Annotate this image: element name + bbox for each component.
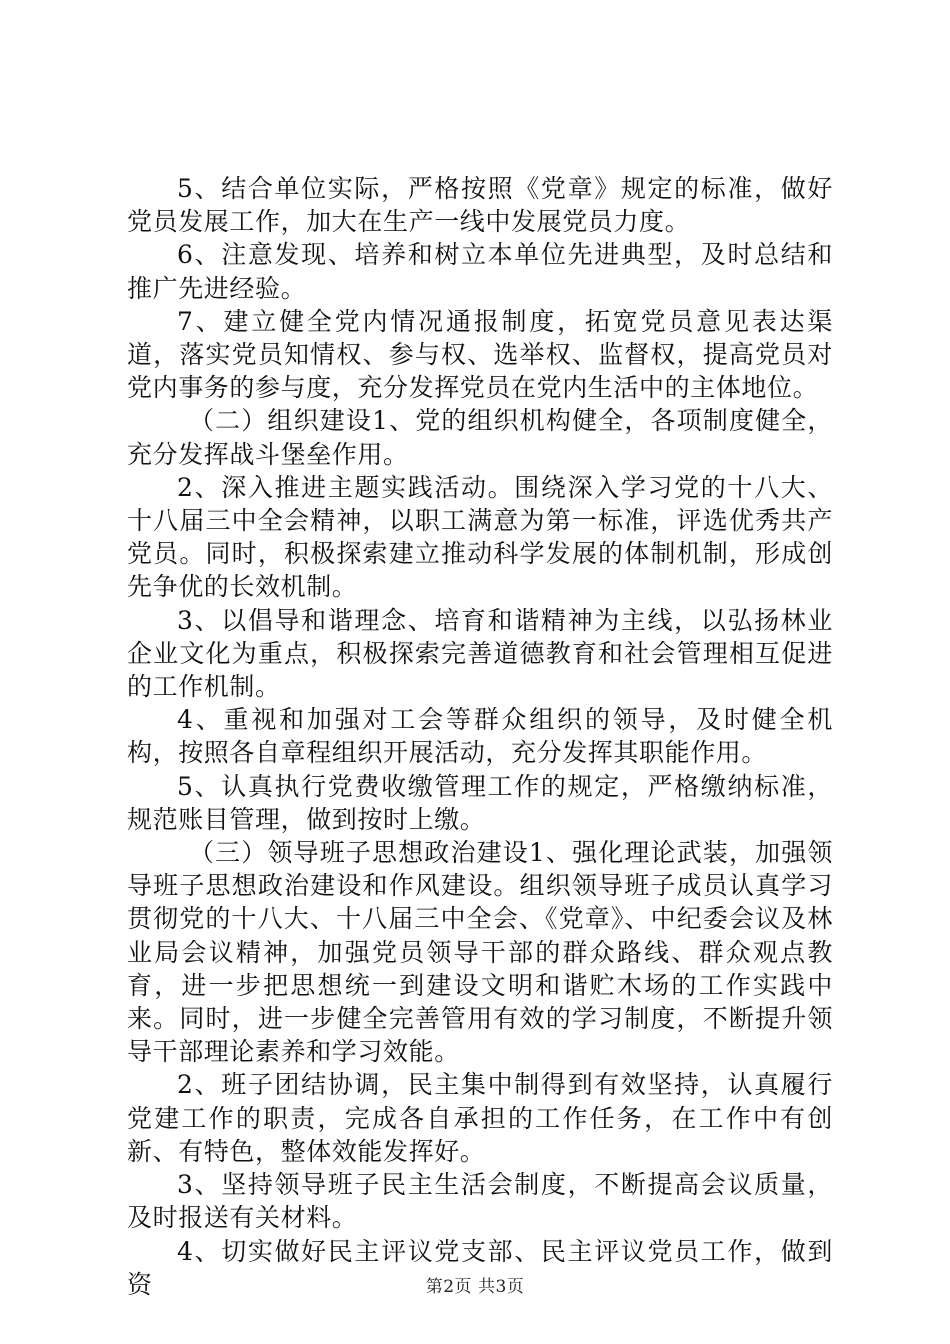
section-heading-paragraph: （三）领导班子思想政治建设1、强化理论武装，加强领导班子思想政治建设和作风建设。组织领导班子成员认真学习贯彻党的十八大、十八届三中全会、《党章》、中纪委会议及林业局会议精神，加强党员领导干部的群众路线、群众观点教育，进一步把思想统一到建设文明和谐贮木场的工作实践中来。同时，进一步健全完善管用有效的学习制度，不断提升领导干部理论素养和学习效能。 <box>127 838 833 1067</box>
paragraph: 3、以倡导和谐理念、培育和谐精神为主线，以弘扬林业企业文化为重点，积极探索完善道德教育和社会管理相互促进的工作机制。 <box>127 605 833 702</box>
paragraph: 3、坚持领导班子民主生活会制度，不断提高会议质量，及时报送有关材料。 <box>127 1170 833 1233</box>
section-heading-paragraph: （二）组织建设1、党的组织机构健全，各项制度健全，充分发挥战斗堡垒作用。 <box>127 406 833 469</box>
paragraph: 4、切实做好民主评议党支部、民主评议党员工作，做到资 <box>127 1236 833 1299</box>
document-body <box>127 172 833 1301</box>
paragraph: 7、建立健全党内情况通报制度，拓宽党员意见表达渠道，落实党员知情权、参与权、选举权、监督权，提高党员对党内事务的参与度，充分发挥党员在党内生活中的主体地位。 <box>127 306 833 403</box>
paragraph: 5、认真执行党费收缴管理工作的规定，严格缴纳标准，规范账目管理，做到按时上缴。 <box>127 771 833 834</box>
paragraph: 2、深入推进主题实践活动。围绕深入学习党的十八大、十八届三中全会精神，以职工满意为第一标准，评选优秀共产党员。同时，积极探索建立推动科学发展的体制机制，形成创先争优的长效机制。 <box>127 472 833 602</box>
paragraph: 4、重视和加强对工会等群众组织的领导，及时健全机构，按照各自章程组织开展活动，充分发挥其职能作用。 <box>127 705 833 768</box>
paragraph: 2、班子团结协调，民主集中制得到有效坚持，认真履行党建工作的职责，完成各自承担的工作任务，在工作中有创新、有特色，整体效能发挥好。 <box>127 1070 833 1166</box>
paragraph: 5、结合单位实际，严格按照《党章》规定的标准，做好党员发展工作，加大在生产一线中发展党员力度。 <box>127 174 833 237</box>
page-footer: 第2页 共3页 <box>425 1277 525 1297</box>
paragraph: 6、注意发现、培养和树立本单位先进典型，及时总结和推广先进经验。 <box>127 240 833 303</box>
